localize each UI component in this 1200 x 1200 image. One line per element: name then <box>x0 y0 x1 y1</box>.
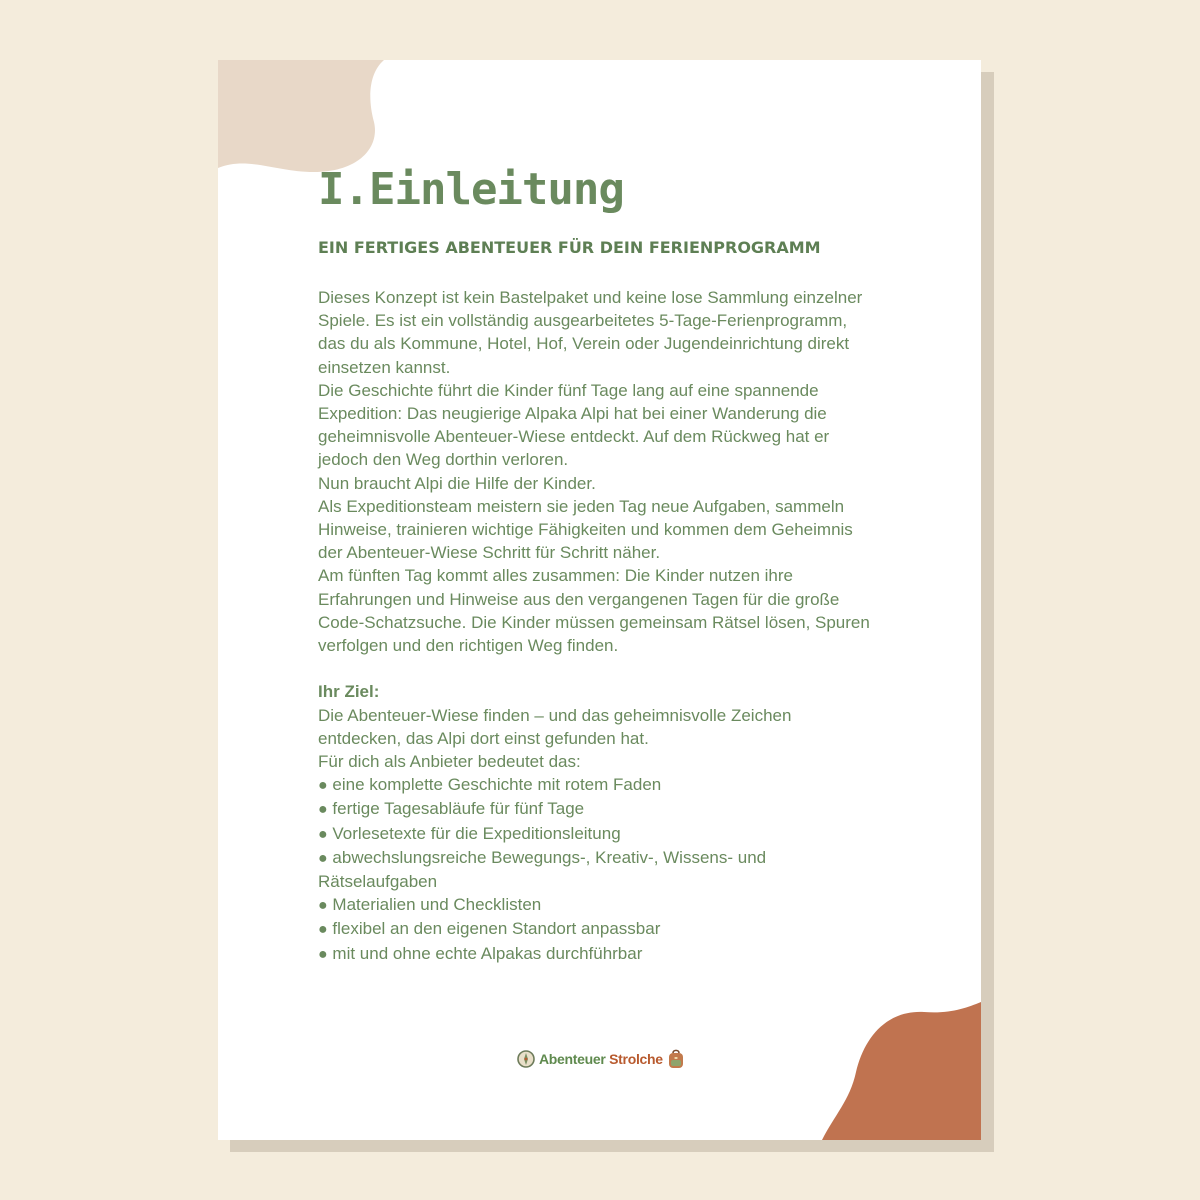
logo-word-strolche: Strolche <box>609 1051 663 1067</box>
page-subtitle: EIN FERTIGES ABENTEUER FÜR DEIN FERIENPROGRAMM <box>318 238 821 257</box>
intro-line: der Abenteuer-Wiese Schritt für Schritt näher. <box>318 543 661 563</box>
bullet-dot-icon: ● <box>318 777 328 795</box>
bullet-text: Vorlesetexte für die Expeditionsleitung <box>332 823 621 843</box>
intro-line: Erfahrungen und Hinweise aus den vergangenen Tagen für die große <box>318 589 840 609</box>
intro-line: Die Geschichte führt die Kinder fünf Tage lang auf eine spannende <box>318 380 819 400</box>
bullet-continuation: Rätselaufgaben <box>318 872 438 892</box>
intro-line: Spiele. Es ist ein vollständig ausgearbeitetes 5-Tage-Ferienprogramm, <box>318 311 848 331</box>
compass-icon <box>516 1049 536 1069</box>
intro-line: geheimnisvolle Abenteuer-Wiese entdeckt. Auf dem Rückweg hat er <box>318 427 830 447</box>
brand-logo <box>516 1048 686 1070</box>
bullet-item <box>318 822 908 846</box>
intro-line: Als Expeditionsteam meistern sie jeden Tag neue Aufgaben, sammeln <box>318 496 845 516</box>
bullet-text: Materialien und Checklisten <box>332 895 542 915</box>
bullet-dot-icon: ● <box>318 849 328 867</box>
logo-text <box>539 1051 663 1067</box>
intro-line: einsetzen kannst. <box>318 357 451 377</box>
blob-bottom-right-shape <box>822 1002 981 1140</box>
goal-line: Die Abenteuer-Wiese finden – und das geheimnisvolle Zeichen <box>318 705 792 725</box>
bullet-dot-icon: ● <box>318 945 328 963</box>
intro-line: verfolgen und den richtigen Weg finden. <box>318 636 619 656</box>
intro-line: Am fünften Tag kommt alles zusammen: Die Kinder nutzen ihre <box>318 566 793 586</box>
intro-line: Code-Schatzsuche. Die Kinder müssen gemeinsam Rätsel lösen, Spuren <box>318 612 870 632</box>
bullet-item <box>318 797 908 821</box>
bullet-text: abwechslungsreiche Bewegungs-, Kreativ-, Wissens- und <box>332 847 767 867</box>
bullet-dot-icon: ● <box>318 825 328 843</box>
bullet-dot-icon: ● <box>318 921 328 939</box>
document-page <box>218 60 981 1140</box>
intro-line: Dieses Konzept ist kein Bastelpaket und keine lose Sammlung einzelner <box>318 288 863 307</box>
backpack-icon <box>666 1048 686 1070</box>
bullet-item <box>318 846 908 870</box>
bullet-item <box>318 893 908 917</box>
bullet-text: eine komplette Geschichte mit rotem Faden <box>332 775 662 795</box>
bullet-text: mit und ohne echte Alpakas durchführbar <box>332 943 643 963</box>
bullet-item <box>318 942 908 966</box>
paragraph-gap <box>318 657 908 680</box>
blob-top-left-shape <box>218 60 384 172</box>
intro-line: jedoch den Weg dorthin verloren. <box>318 450 569 470</box>
goal-line: Für dich als Anbieter bedeutet das: <box>318 752 581 772</box>
bullet-dot-icon: ● <box>318 801 328 819</box>
page-title: I.Einleitung <box>318 164 624 215</box>
bullet-item <box>318 917 908 941</box>
bullet-text: fertige Tagesabläufe für fünf Tage <box>332 799 585 819</box>
body-text <box>318 286 908 966</box>
goal-line: entdecken, das Alpi dort einst gefunden hat. <box>318 728 649 748</box>
bullet-item <box>318 773 908 797</box>
intro-line: Expedition: Das neugierige Alpaka Alpi hat bei einer Wanderung die <box>318 404 827 424</box>
logo-word-abenteuer: Abenteuer <box>539 1051 606 1067</box>
goal-heading: Ihr Ziel: <box>318 682 380 702</box>
intro-line: Hinweise, trainieren wichtige Fähigkeiten und kommen dem Geheimnis <box>318 520 853 540</box>
intro-line: Nun braucht Alpi die Hilfe der Kinder. <box>318 473 596 493</box>
bullet-text: flexibel an den eigenen Standort anpassbar <box>332 919 661 939</box>
intro-line: das du als Kommune, Hotel, Hof, Verein oder Jugendeinrichtung direkt <box>318 334 850 354</box>
bullet-dot-icon: ● <box>318 897 328 915</box>
